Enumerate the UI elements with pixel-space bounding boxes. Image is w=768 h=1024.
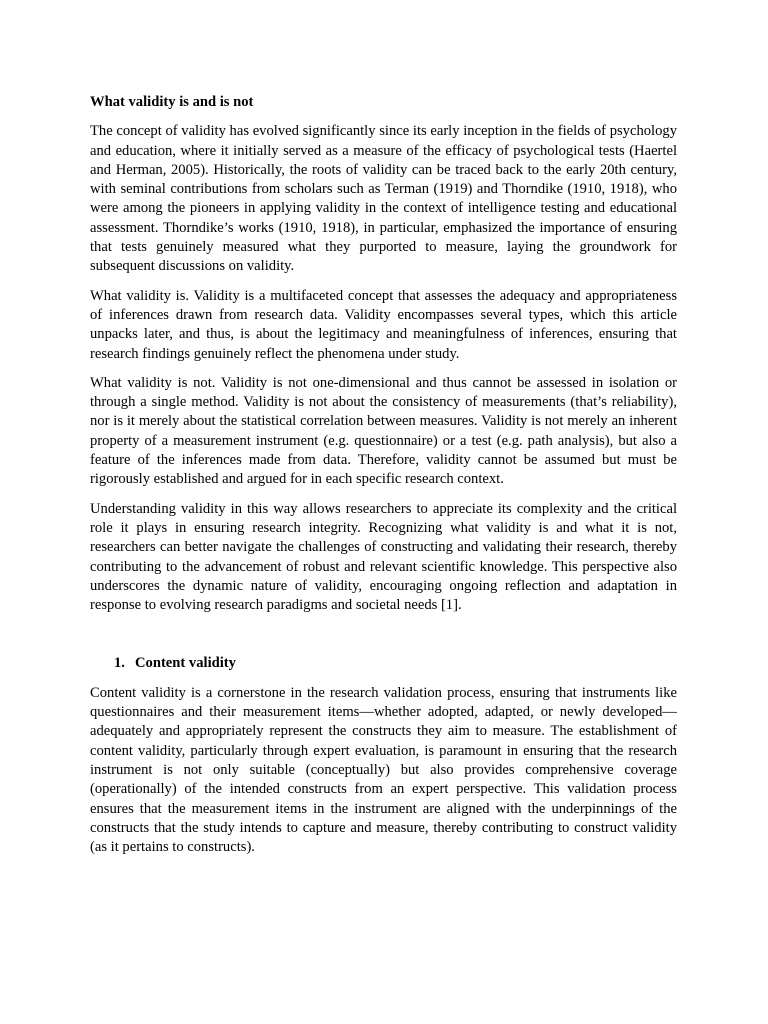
heading-number: 1. — [114, 655, 125, 672]
numbered-heading-content-validity — [114, 654, 677, 673]
paragraph-what-validity-is-not: What validity is not. Validity is not one-dimensional and thus cannot be assessed in isolation or through a single method. Validity is not about the consistency of measurements (that’s reliability), nor is it merely about the statistical correlation between measures. Validity is not merely an inherent property of a measurement instrument (e.g. questionnaire) or a test (e.g. path analysis), but also a feature of the inferences made from data. Therefore, validity cannot be assumed but must be rigorously established and argued for in each specific research context. — [90, 374, 677, 488]
paragraph-understanding: Understanding validity in this way allows researchers to appreciate its complexity and the critical role it plays in ensuring research integrity. Recognizing what validity is and what it is not, researchers can better navigate the challenges of constructing and validating their research, thereby contributing to the advancement of robust and relevant scientific knowledge. This perspective also underscores the dynamic nature of validity, encouraging ongoing reflection and adaptation in response to evolving research paradigms and societal needs [1]. — [90, 500, 677, 614]
paragraph-what-validity-is: What validity is. Validity is a multifaceted concept that assesses the adequacy and appropriateness of inferences drawn from research data. Validity encompasses several types, which this article unpacks later, and thus, is about the legitimacy and meaningfulness of inferences, ensuring that research findings genuinely reflect the phenomena under study. — [90, 287, 677, 362]
paragraph-content-validity: Content validity is a cornerstone in the research validation process, ensuring that instruments like questionnaires and their measurement items—whether adopted, adapted, or newly developed—adequately and appropriately represent the constructs they aim to measure. The establishment of content validity, particularly through expert evaluation, is paramount in ensuring that the research instrument is not only suitable (conceptually) but also provides comprehensive coverage (operationally) of the intended constructs from an expert perspective. This validation process ensures that the measurement items in the instrument are aligned with the underpinnings of the constructs that the study intends to capture and measure, thereby contributing to construct validity (as it pertains to constructs). — [90, 684, 677, 856]
section-title: What validity is and is not — [90, 94, 254, 110]
heading-title: Content validity — [135, 655, 236, 672]
paragraph-history: The concept of validity has evolved significantly since its early inception in the fields of psychology and education, where it initially served as a measure of the efficacy of psychological tests (Haertel and Herman, 2005). Historically, the roots of validity can be traced back to the early 20th century, with seminal contributions from scholars such as Terman (1919) and Thorndike (1910, 1918), who were among the pioneers in applying validity in the context of intelligence testing and educational assessment. Thorndike’s works (1910, 1918), in particular, emphasized the importance of ensuring that tests genuinely measured what they purported to measure, laying the groundwork for subsequent discussions on validity. — [90, 123, 677, 275]
document-page — [90, 93, 677, 867]
